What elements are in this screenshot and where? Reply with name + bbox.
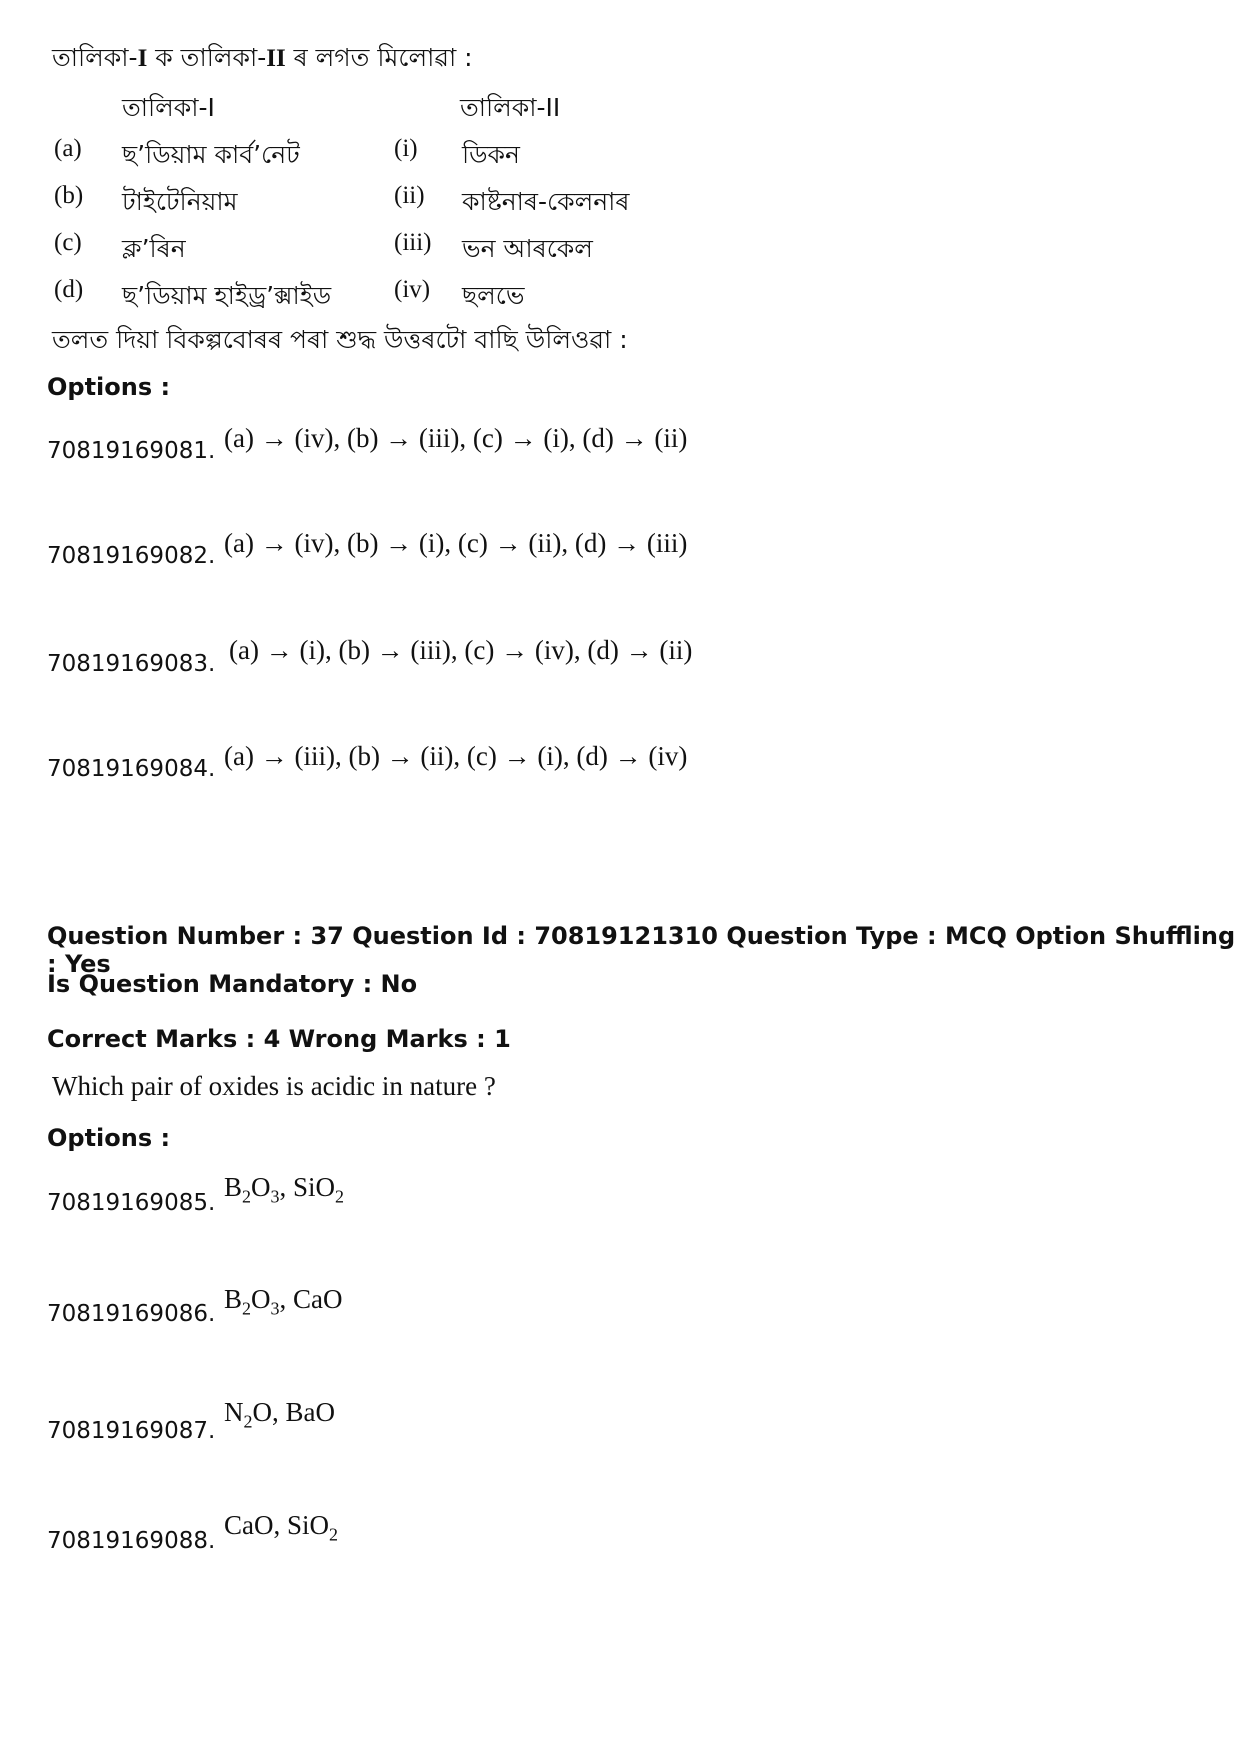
question-mandatory: Is Question Mandatory : No xyxy=(47,970,418,998)
option-text[interactable]: (a) → (iii), (b) → (ii), (c) → (i), (d) → (iv) xyxy=(224,741,688,771)
options-label: Options : xyxy=(47,1124,171,1152)
row-a-item: ছ’ডিয়াম কাৰ্ব’নেট xyxy=(122,140,300,169)
match-instruction: তালিকা-I ক তালিকা-II ৰ লগত মিলোৱা : xyxy=(52,43,473,72)
option-id: 70819169086. xyxy=(47,1301,216,1327)
row-b-item: টাইটেনিয়াম xyxy=(122,187,238,216)
option-id: 70819169082. xyxy=(47,543,216,569)
row-i-label: (i) xyxy=(394,135,418,162)
question-meta: Question Number : 37 Question Id : 70819121310 Question Type : MCQ Option Shuffling : Yes xyxy=(47,922,1236,978)
row-d-item: ছ’ডিয়াম হাইড্ৰ’ক্সাইড xyxy=(122,281,332,310)
row-ii-item: কাষ্টনাৰ-কেলনাৰ xyxy=(462,187,630,216)
option-text[interactable]: CaO, SiO$_2$ xyxy=(224,1510,339,1545)
option-text[interactable]: $N_2O$, BaO xyxy=(224,1397,335,1432)
list-1-header: তালিকা-I xyxy=(122,93,215,122)
row-i-item: ডিকন xyxy=(462,140,520,169)
row-c-label: (c) xyxy=(54,229,82,256)
option-id: 70819169084. xyxy=(47,756,216,782)
list-2-header: তালিকা-II xyxy=(460,93,561,122)
option-text[interactable]: (a) → (iv), (b) → (i), (c) → (ii), (d) → (iii) xyxy=(224,528,688,558)
row-c-item: ক্ল’ৰিন xyxy=(122,234,186,263)
option-id: 70819169088. xyxy=(47,1528,216,1554)
row-d-label: (d) xyxy=(54,276,84,303)
choose-instruction: তলত দিয়া বিকল্পবোৰৰ পৰা শুদ্ধ উত্তৰটো বাছি উলিওৱা : xyxy=(52,325,628,354)
row-iii-item: ভন আৰকেল xyxy=(462,234,593,263)
option-id: 70819169087. xyxy=(47,1418,216,1444)
question-marks: Correct Marks : 4 Wrong Marks : 1 xyxy=(47,1025,511,1053)
option-id: 70819169085. xyxy=(47,1190,216,1216)
row-a-label: (a) xyxy=(54,135,82,162)
row-iv-label: (iv) xyxy=(394,276,431,303)
row-b-label: (b) xyxy=(54,182,84,209)
option-text[interactable]: $B_2O_3$, SiO$_2$ xyxy=(224,1172,345,1207)
option-text[interactable]: $B_2O_3$, CaO xyxy=(224,1284,343,1319)
option-text[interactable]: (a) → (i), (b) → (iii), (c) → (iv), (d) → (ii) xyxy=(229,635,693,665)
option-text[interactable]: (a) → (iv), (b) → (iii), (c) → (i), (d) → (ii) xyxy=(224,423,688,453)
question-text: Which pair of oxides is acidic in nature ? xyxy=(52,1071,496,1101)
row-iv-item: ছলভে xyxy=(462,281,525,310)
option-id: 70819169081. xyxy=(47,438,216,464)
options-label: Options : xyxy=(47,373,171,401)
row-ii-label: (ii) xyxy=(394,182,425,209)
row-iii-label: (iii) xyxy=(394,229,432,256)
option-id: 70819169083. xyxy=(47,651,216,677)
